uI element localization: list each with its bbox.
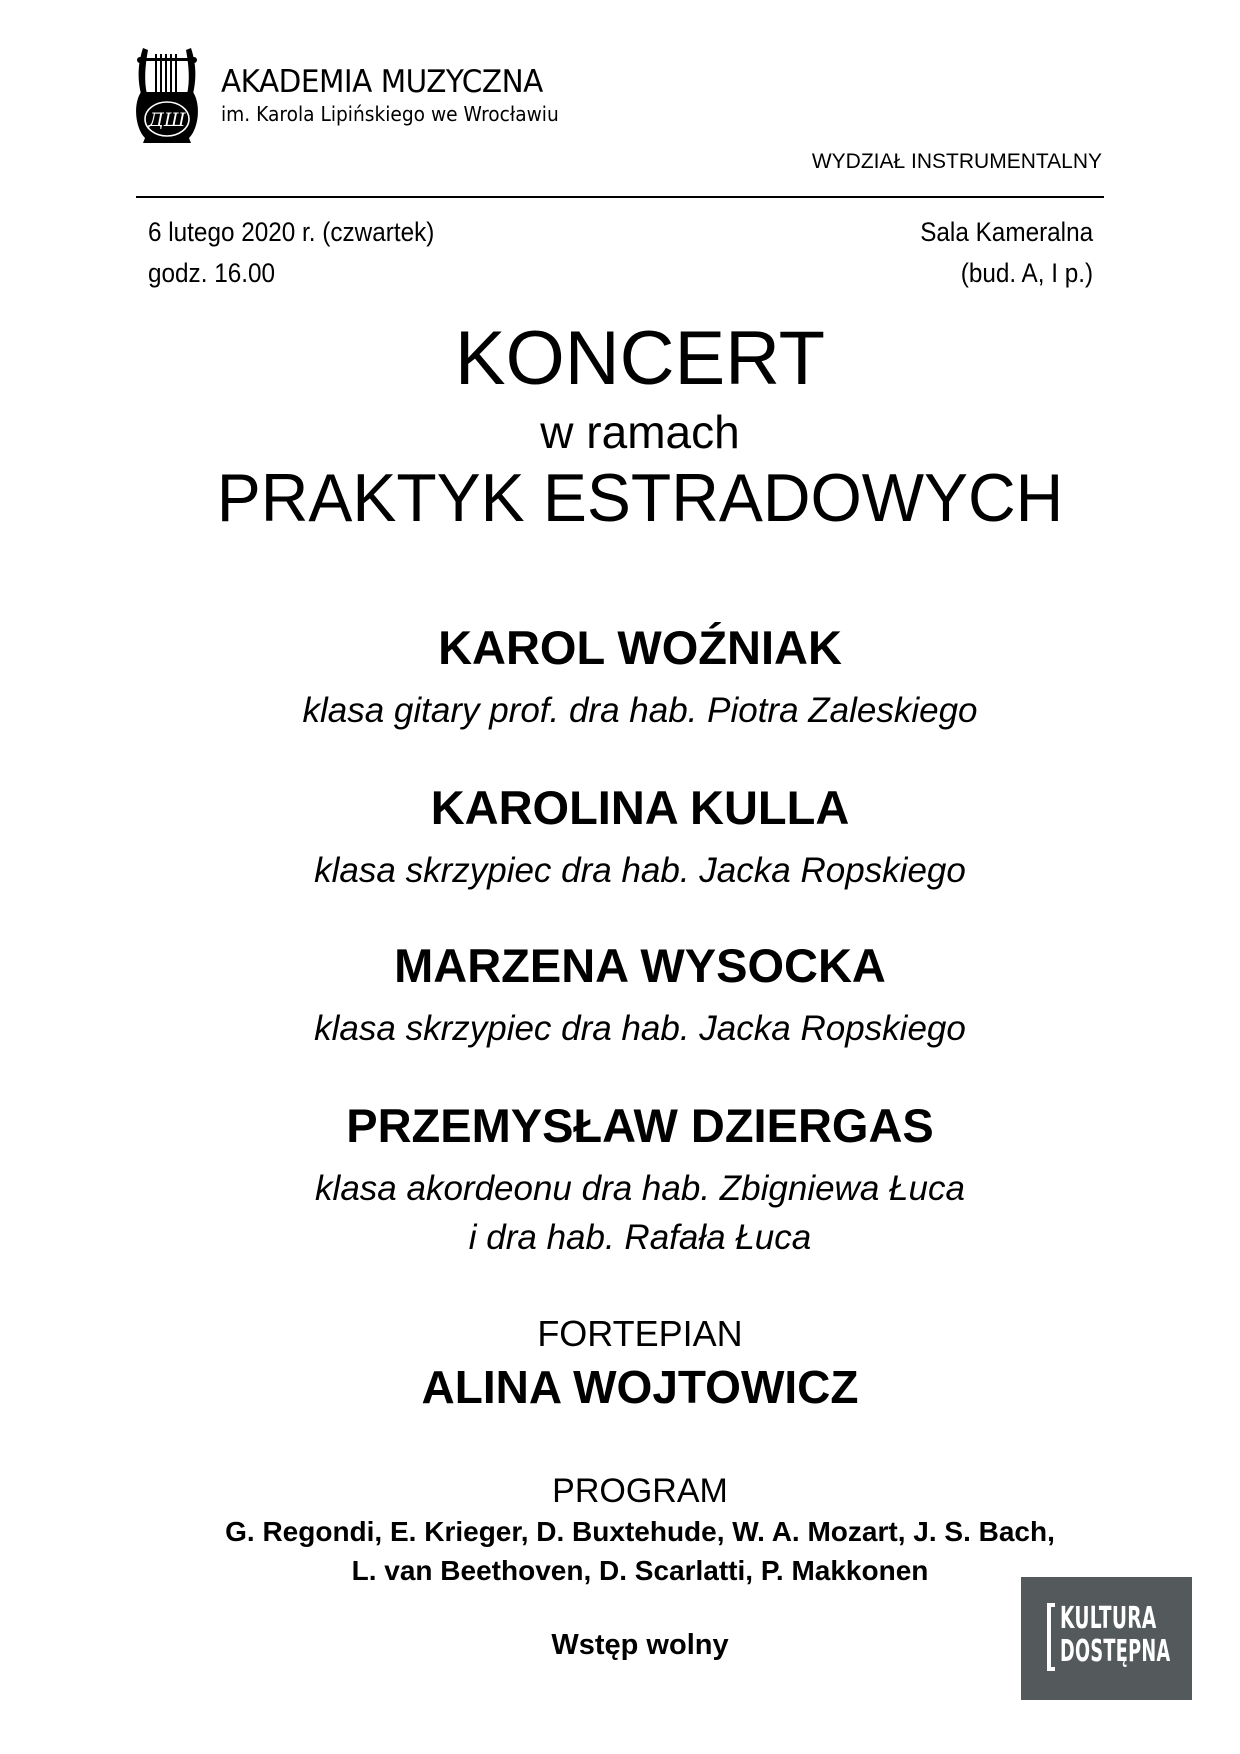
- performer-name: MARZENA WYSOCKA: [394, 939, 886, 992]
- institution-subtitle: im. Karola Lipińskiego we Wrocławiu: [221, 102, 559, 126]
- program-label: PROGRAM: [552, 1472, 728, 1510]
- performer-class: klasa skrzypiec dra hab. Jacka Ropskiego: [314, 851, 966, 890]
- venue-detail: (bud. A, I p.): [960, 258, 1093, 288]
- badge-line1: KULTURA: [1060, 1601, 1157, 1636]
- performer-class: i dra hab. Rafała Łuca: [468, 1218, 812, 1257]
- performer-class: klasa gitary prof. dra hab. Piotra Zaleskiego: [302, 691, 978, 730]
- event-date-time: [148, 212, 434, 294]
- program-composers: G. Regondi, E. Krieger, D. Buxtehude, W. A. Mozart, J. S. Bach,: [225, 1516, 1055, 1547]
- performer-name: PRZEMYSŁAW DZIERGAS: [346, 1099, 934, 1152]
- kultura-dostepna-badge: [1021, 1577, 1192, 1700]
- program-composers: L. van Beethoven, D. Scarlatti, P. Makkonen: [351, 1555, 929, 1586]
- event-venue: [920, 212, 1093, 294]
- entry-note: Wstęp wolny: [551, 1629, 729, 1661]
- header-divider: [136, 196, 1104, 198]
- title-praktyk: PRAKTYK ESTRADOWYCH: [216, 460, 1064, 536]
- performer-class: klasa skrzypiec dra hab. Jacka Ropskiego: [314, 1009, 966, 1048]
- institution-name: AKADEMIA MUZYCZNA: [221, 64, 543, 100]
- svg-text:ДШ: ДШ: [148, 109, 186, 131]
- accompanist-name: ALINA WOJTOWICZ: [421, 1361, 859, 1413]
- accompanist-label: FORTEPIAN: [537, 1313, 743, 1354]
- title-koncert: KONCERT: [454, 316, 826, 401]
- performer-name: KAROLINA KULLA: [430, 781, 850, 834]
- faculty-label: WYDZIAŁ INSTRUMENTALNY: [811, 150, 1102, 173]
- event-date: 6 lutego 2020 r. (czwartek): [148, 217, 435, 247]
- lyre-logo-icon: [135, 46, 199, 144]
- venue-name: Sala Kameralna: [920, 217, 1093, 247]
- badge-line2: DOSTĘPNA: [1060, 1634, 1171, 1669]
- title-w-ramach: w ramach: [540, 406, 740, 458]
- performer-class: klasa akordeonu dra hab. Zbigniewa Łuca: [315, 1169, 965, 1208]
- event-time: godz. 16.00: [148, 258, 276, 288]
- bracket-icon: [1047, 1603, 1055, 1671]
- performer-name: KAROL WOŹNIAK: [438, 621, 842, 674]
